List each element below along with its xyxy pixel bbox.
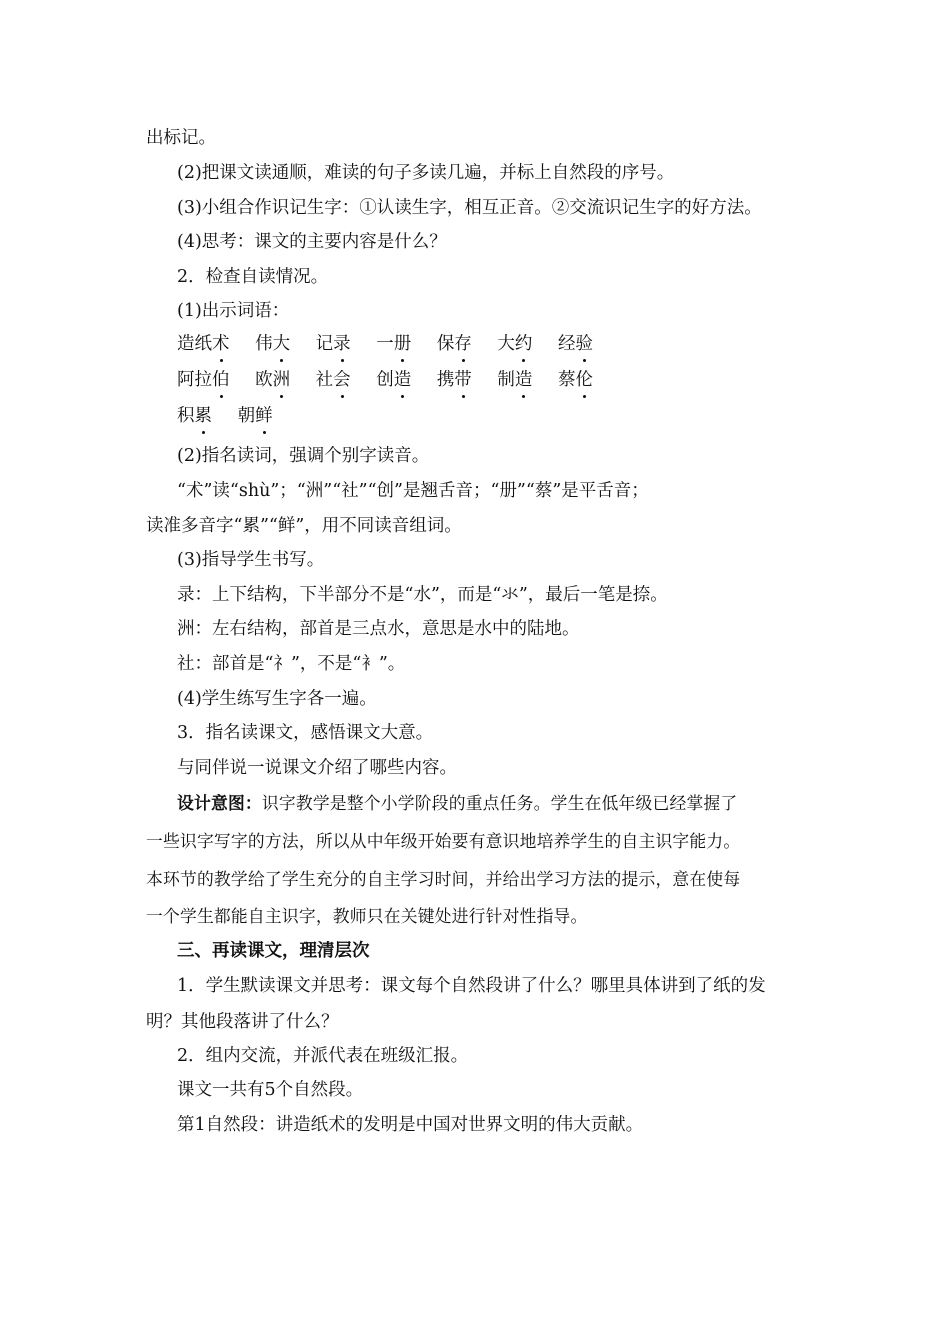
emphasis-dot bbox=[280, 395, 283, 398]
emphasis-dot bbox=[263, 431, 266, 434]
emphasis-dot bbox=[220, 359, 223, 362]
text-line: 第1自然段：讲造纸术的发明是中国对世界文明的伟大贡献。 bbox=[177, 1115, 644, 1135]
emphasis-dot bbox=[583, 395, 586, 398]
emphasis-dot bbox=[280, 359, 283, 362]
text-line: 2．检查自读情况。 bbox=[177, 267, 329, 287]
vocab-word: 保存 bbox=[437, 333, 472, 355]
emphasis-dot bbox=[202, 431, 205, 434]
design-intent-line: 一些识字写字的方法，所以从中年级开始要有意识地培养学生的自主识字能力。 bbox=[146, 831, 741, 851]
text-line: 出标记。 bbox=[146, 128, 216, 148]
text-line: 洲：左右结构，部首是三点水，意思是水中的陆地。 bbox=[177, 619, 580, 639]
text-line: 录：上下结构，下半部分不是“水”，而是“氺”，最后一笔是捺。 bbox=[177, 585, 668, 605]
emphasis-dot bbox=[522, 359, 525, 362]
vocab-word: 大约 bbox=[497, 333, 532, 355]
text-line: 课文一共有5个自然段。 bbox=[177, 1080, 364, 1100]
design-intent-line: 一个学生都能自主识字，教师只在关键处进行针对性指导。 bbox=[146, 906, 588, 926]
word-list-row-2 bbox=[177, 369, 613, 391]
text-line: (2)指名读词，强调个别字读音。 bbox=[177, 446, 430, 466]
design-intent-line bbox=[177, 792, 841, 814]
text-line: 与同伴说一说课文介绍了哪些内容。 bbox=[177, 758, 457, 778]
text-line: 读准多音字“累”“鲜”，用不同读音组词。 bbox=[146, 516, 462, 536]
vocab-word: 创造 bbox=[376, 369, 411, 391]
word-list-row-3 bbox=[177, 405, 293, 427]
word-list-row-1 bbox=[177, 333, 613, 355]
vocab-word: 记录 bbox=[316, 333, 351, 355]
text-line: (4)学生练写生字各一遍。 bbox=[177, 689, 377, 709]
section-heading: 三、再读课文，理清层次 bbox=[177, 941, 370, 961]
text-line: 3．指名读课文，感悟课文大意。 bbox=[177, 723, 434, 743]
vocab-word: 携带 bbox=[437, 369, 472, 391]
vocab-word: 造纸术 bbox=[177, 333, 230, 355]
emphasis-dot bbox=[401, 359, 404, 362]
vocab-word: 蔡伦 bbox=[558, 369, 593, 391]
vocab-word: 一册 bbox=[376, 333, 411, 355]
vocab-word: 朝鲜 bbox=[238, 405, 273, 427]
emphasis-dot bbox=[462, 359, 465, 362]
text-line: (3)指导学生书写。 bbox=[177, 550, 325, 570]
text-line: “术”读“shù”；“洲”“社”“创”是翘舌音；“册”“蔡”是平舌音； bbox=[177, 481, 649, 501]
vocab-word: 伟大 bbox=[255, 333, 290, 355]
text-line: 明？其他段落讲了什么？ bbox=[146, 1012, 339, 1032]
emphasis-dot bbox=[462, 395, 465, 398]
emphasis-dot bbox=[522, 395, 525, 398]
design-intent-line: 本环节的教学给了学生充分的自主学习时间，并给出学习方法的提示，意在使每 bbox=[146, 869, 741, 889]
emphasis-dot bbox=[583, 359, 586, 362]
text-line: 社：部首是“礻”，不是“衤”。 bbox=[177, 654, 406, 674]
emphasis-dot bbox=[341, 359, 344, 362]
vocab-word: 积累 bbox=[177, 405, 212, 427]
vocab-word: 社会 bbox=[316, 369, 351, 391]
text-line: (1)出示词语： bbox=[177, 301, 290, 321]
emphasis-dot bbox=[220, 395, 223, 398]
vocab-word: 制造 bbox=[497, 369, 532, 391]
design-intent-label: 设计意图： bbox=[177, 793, 262, 813]
design-intent-text: 识字教学是整个小学阶段的重点任务。学生在低年级已经掌握了 bbox=[261, 793, 738, 813]
text-line: (2)把课文读通顺，难读的句子多读几遍，并标上自然段的序号。 bbox=[177, 163, 675, 183]
vocab-word: 经验 bbox=[558, 333, 593, 355]
vocab-word: 阿拉伯 bbox=[177, 369, 230, 391]
text-line: (3)小组合作识记生字：①认读生字，相互正音。②交流识记生字的好方法。 bbox=[177, 198, 762, 218]
text-line: 1．学生默读课文并思考：课文每个自然段讲了什么？哪里具体讲到了纸的发 bbox=[177, 976, 766, 996]
vocab-word: 欧洲 bbox=[255, 369, 290, 391]
emphasis-dot bbox=[401, 395, 404, 398]
text-line: 2．组内交流，并派代表在班级汇报。 bbox=[177, 1046, 469, 1066]
emphasis-dot bbox=[341, 395, 344, 398]
text-line: (4)思考：课文的主要内容是什么？ bbox=[177, 232, 447, 252]
